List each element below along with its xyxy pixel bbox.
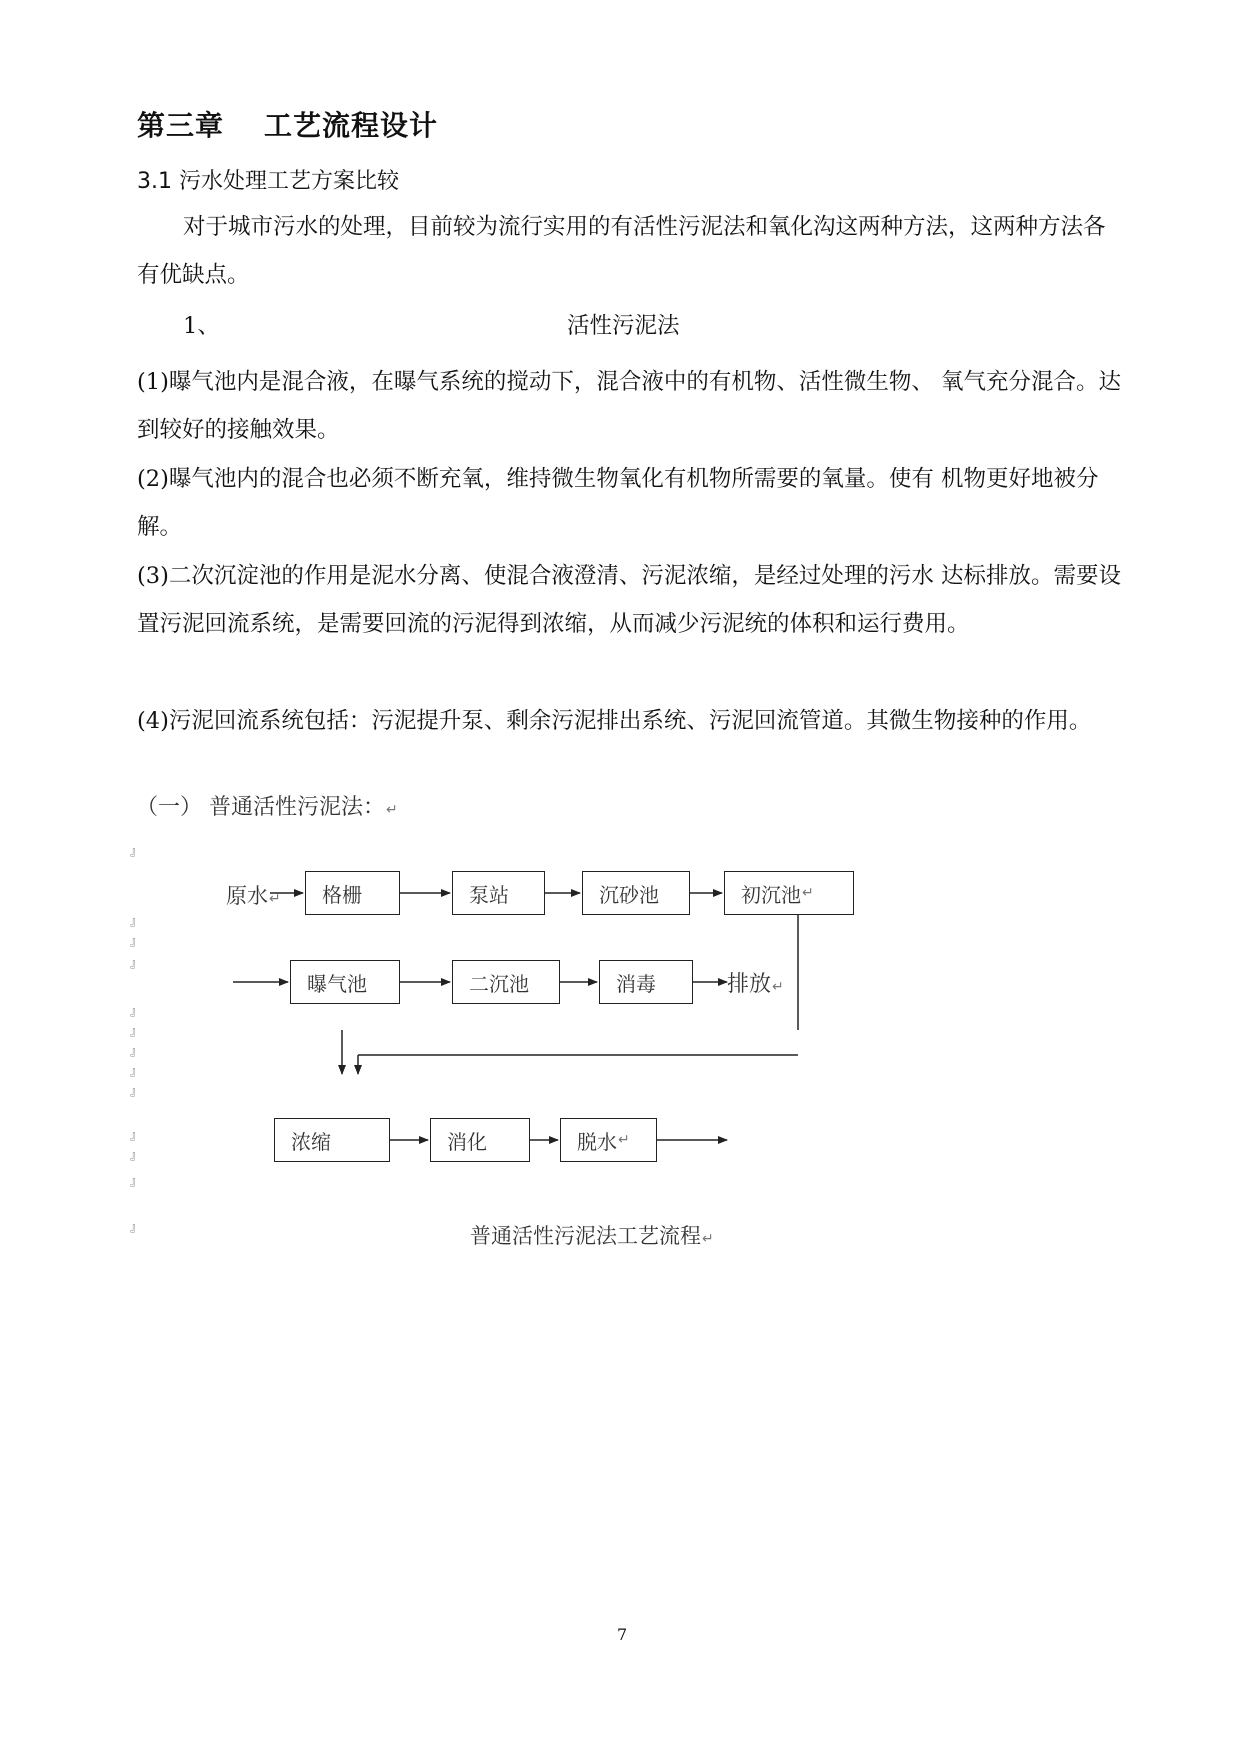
box-screen: 格栅 [305,871,400,915]
box-grit-chamber: 沉砂池 [582,871,690,915]
paragraph-mark: 』 [130,1004,143,1018]
paragraph-mark: 』 [130,1174,143,1188]
paragraph-mark: 』 [130,1064,143,1078]
paragraph-3: (3)二次沉淀池的作用是泥水分离、使混合液澄清、污泥浓缩，是经过处理的污水 达标排放。需要设置污泥回流系统，是需要回流的污泥得到浓缩，从而减少污泥统的体积和运行费用。 [137,563,1122,637]
flow-connectors [130,790,890,1280]
box-thickening: 浓缩 [274,1118,390,1162]
paragraph-mark: 』 [130,1220,143,1234]
process-flow-diagram [130,790,890,1280]
paragraph-mark: 』 [130,956,143,970]
paragraph-mark: 』 [130,914,143,928]
chapter-title [137,104,438,144]
chapter-name: 工艺流程设计 [264,109,439,142]
box-aeration-tank: 曝气池 [290,960,400,1004]
paragraph-mark: 』 [130,934,143,948]
discharge-label: 排放↵ [727,972,784,997]
paragraph-2: (2)曝气池内的混合也必须不断充氧，维持微生物氧化有机物所需要的氧量。使有 机物更好地被分解。 [137,466,1099,540]
item-number: 1、 [183,313,220,339]
paragraph-mark: 』 [130,844,143,858]
paragraph-mark: 』 [130,1044,143,1058]
paragraph-mark: 』 [130,1128,143,1142]
box-secondary-clarifier: 二沉池 [452,960,560,1004]
box-primary-clarifier: 初沉池 ↵ [724,871,854,915]
item-title: 活性污泥法 [567,313,680,339]
raw-water-label: 原水↵ [226,884,281,908]
paragraph-mark: 』 [130,1148,143,1162]
box-dewatering: 脱水 ↵ [560,1118,657,1162]
box-disinfection: 消毒 [599,960,693,1004]
paragraph-mark: 』 [130,1084,143,1098]
diagram-caption: 普通活性污泥法工艺流程↵ [470,1224,714,1248]
paragraph-mark: 』 [130,1024,143,1038]
box-digestion: 消化 [430,1118,530,1162]
paragraph-1: (1)曝气池内是混合液，在曝气系统的搅动下，混合液中的有机物、活性微生物、 氧气充分混合。达到较好的接触效果。 [137,369,1122,443]
box-pump-station: 泵站 [452,871,545,915]
diagram-heading: （一） 普通活性污泥法：↵ [136,795,398,820]
chapter-number: 第三章 [137,109,225,142]
intro-paragraph: 对于城市污水的处理，目前较为流行实用的有活性污泥法和氧化沟这两种方法，这两种方法各有优缺点。 [137,214,1106,288]
section-title: 3.1 污水处理工艺方案比较 [137,169,399,194]
paragraph-4: (4)污泥回流系统包括：污泥提升泵、剩余污泥排出系统、污泥回流管道。其微生物接种的作用。 [137,708,1092,734]
page-number: 7 [617,1625,628,1644]
